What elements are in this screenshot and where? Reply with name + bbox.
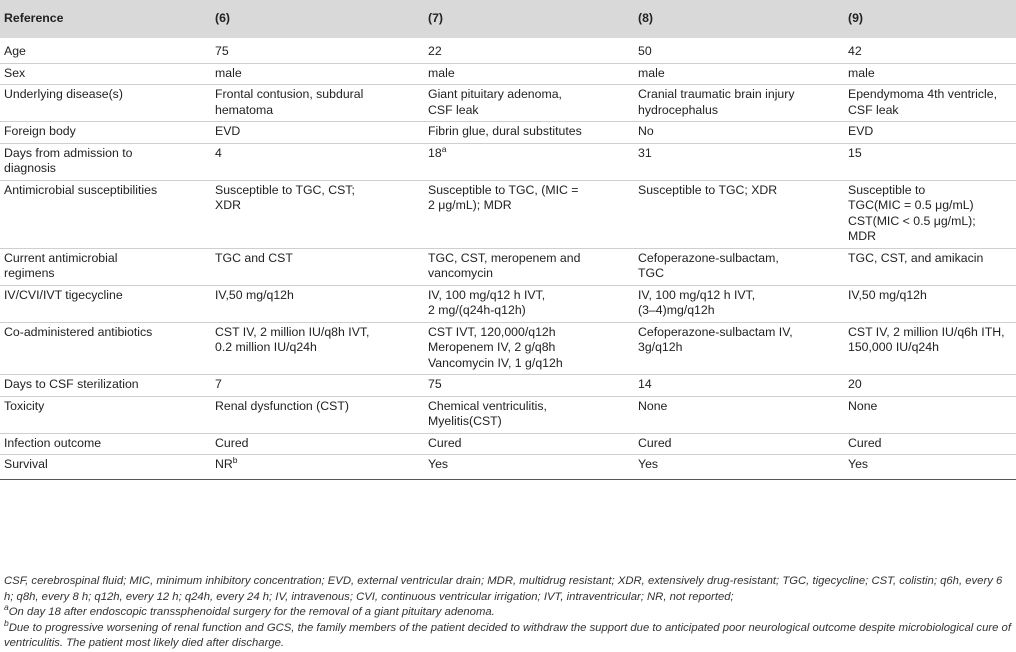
cell-text: Susceptible to TGC, (MIC = [428,182,579,197]
table-cell [844,122,1016,144]
cell-line [848,214,1012,230]
row-label [0,375,211,397]
table-cell [424,375,634,397]
cell-text: CST(MIC < 0.5 μg/mL); [848,213,976,228]
table-cell [211,375,424,397]
cell-text: male [638,65,665,80]
cell-text: NR [215,457,233,471]
row-label-line: Infection outcome [4,435,102,450]
table-cell [424,396,634,433]
cell-line [215,103,420,119]
row-label-line: Age [4,44,26,58]
row-label [0,248,211,285]
cell-text: 18 [428,145,442,160]
header-ref-2: (7) [424,0,634,38]
cell-line [638,44,840,60]
cell-line [848,198,1012,214]
table-row [0,63,1016,85]
table-row [0,248,1016,285]
cell-text: male [428,65,455,80]
cell-text: Frontal contusion, subdural [215,87,364,101]
cell-text: Giant pituitary adenoma, [428,87,562,101]
row-label [0,38,211,63]
table-cell [844,455,1016,480]
cell-text: 150,000 IU/q24h [848,340,939,354]
superscript-a: a [441,143,447,154]
cell-line [848,377,1012,393]
cell-text: hematoma [215,102,274,117]
header-ref-4: (9) [844,0,1016,38]
table-cell [634,143,844,180]
row-label [0,285,211,322]
cell-line [428,66,630,82]
cell-text: 50 [638,44,652,58]
table-cell [211,143,424,180]
cell-line [848,44,1012,60]
row-label [0,143,211,180]
cell-text: Cefoperazone-sulbactam IV, [638,324,793,339]
cell-text: Renal dysfunction (CST) [215,398,349,413]
cell-text: None [638,398,668,413]
table-cell [424,285,634,322]
table-cell [844,143,1016,180]
table-row [0,322,1016,375]
table-cell [634,322,844,375]
cell-line [215,44,420,60]
row-label [0,180,211,248]
cell-text: CSF leak [428,102,479,117]
table-cell [844,38,1016,63]
row-label-line: Co-administered antibiotics [4,324,153,339]
cell-line [638,340,840,356]
table-cell [211,455,424,480]
cell-text: (3–4)mg/q12h [638,303,715,317]
table-cell [211,433,424,455]
cell-line [428,251,630,267]
cell-text: 14 [638,377,652,391]
table-cell [211,180,424,248]
table-row [0,180,1016,248]
cell-text: hydrocephalus [638,102,718,117]
table-cell [211,248,424,285]
footnote-b-text: Due to progressive worsening of renal function and GCS, the family members of the patient decided to withdraw the support due to anticipated poor neurological outcome despite microbiological cure of ventriculitis. The patient most likely died after discharge. [4,621,1011,650]
cell-line [428,143,630,162]
table-cell [424,122,634,144]
table-row [0,122,1016,144]
table-cell [424,63,634,85]
cell-line [428,325,630,341]
table-cell [634,433,844,455]
header-ref-1: (6) [211,0,424,38]
table-cell [634,455,844,480]
cell-line [638,183,840,199]
cell-text: CSF leak [848,102,899,117]
cell-line [428,266,630,282]
row-label [0,433,211,455]
cell-line [215,124,420,140]
table-row [0,433,1016,455]
cell-line [848,146,1012,162]
cell-line [215,146,420,162]
cell-line [848,288,1012,304]
cell-text: 31 [638,145,652,160]
table-cell [211,396,424,433]
cell-line [638,124,840,140]
cell-text: None [848,398,878,413]
superscript-b: b [232,454,238,465]
cell-line [428,44,630,60]
row-label-line: regimens [4,266,55,280]
table-cell [844,322,1016,375]
cell-text: CST IV, 2 million IU/q6h ITH, [848,324,1005,339]
table-cell [211,122,424,144]
cell-line [638,457,840,473]
cell-text: Yes [638,457,659,471]
cell-line [428,87,630,103]
cell-text: 0.2 million IU/q24h [215,340,317,354]
cell-text: No [638,124,654,138]
cell-line [215,87,420,103]
cell-text: Ependymoma 4th ventricle, [848,87,998,101]
cell-text: Cured [428,435,462,450]
header-reference: Reference [0,0,211,38]
table-cell [211,285,424,322]
cell-text: CST IVT, 120,000/q12h [428,324,556,339]
cell-line [215,198,420,214]
cell-line [428,436,630,452]
table-cell [424,248,634,285]
row-label-line: IV/CVI/IVT tigecycline [4,287,123,302]
cell-line [848,325,1012,341]
footnote-a-text: On day 18 after endoscopic transsphenoidal surgery for the removal of a giant pituitary adenoma. [8,606,495,619]
footnote-b-mark: b [4,618,9,629]
cell-line [848,66,1012,82]
table-cell [634,85,844,122]
cell-line [428,377,630,393]
cell-line [848,229,1012,245]
cell-text: IV, 100 mg/q12 h IVT, [428,287,546,302]
table-row [0,375,1016,397]
cell-line [638,251,840,267]
cell-text: Vancomycin IV, 1 g/q12h [428,355,563,370]
cell-text: Chemical ventriculitis, [428,398,547,413]
cell-text: Meropenem IV, 2 g/q8h [428,340,556,354]
row-label-line: Days from admission to [4,145,133,160]
table-row [0,85,1016,122]
cell-text: Cured [215,435,249,450]
cell-line [848,251,1012,267]
cell-line [215,66,420,82]
cell-text: 3g/q12h [638,340,683,354]
cell-text: 20 [848,377,862,391]
cell-text: Susceptible to [848,182,926,197]
cell-text: TGC [638,266,664,280]
table-cell [634,38,844,63]
table-cell [634,63,844,85]
cell-line [428,288,630,304]
table-row [0,455,1016,480]
cell-text: EVD [848,124,874,138]
cell-text: Cefoperazone-sulbactam, [638,250,779,265]
cell-line [848,87,1012,103]
cell-line [638,103,840,119]
cell-line [638,146,840,162]
table-cell [424,322,634,375]
cell-text: 7 [215,377,222,391]
cell-text: XDR [215,198,241,212]
table-cell [211,85,424,122]
cell-text: TGC, CST, and amikacin [848,250,984,265]
row-label [0,322,211,375]
table-cell [424,433,634,455]
cell-text: Cured [638,435,672,450]
table-cell [844,396,1016,433]
cell-text: male [215,65,242,80]
cell-text: Cranial traumatic brain injury [638,87,795,101]
row-label-line: Toxicity [4,398,45,413]
row-label [0,396,211,433]
footnote-abbreviations: CSF, cerebrospinal fluid; MIC, minimum inhibitory concentration; EVD, external ventricular drain; MDR, multidrug resistant; XDR, extensively drug-resistant; TGC, tigecycline; CST, colistin; q6h, every 6 h; q8h, every 8 h; q12h, every 12 h; q24h, every 24 h; IV, intravenous; CVI, continuous ventricular irrigation; IVT, intraventricular; NR, not reported; [4,575,1003,603]
cell-line [428,198,630,214]
cell-line [215,340,420,356]
row-label-line: Current antimicrobial [4,250,118,265]
table-cell [844,375,1016,397]
table-cell [424,180,634,248]
cell-line [638,303,840,319]
row-label-line: Days to CSF sterilization [4,377,139,391]
cell-text: 22 [428,44,442,58]
cell-text: IV, 100 mg/q12 h IVT, [638,287,756,302]
table-row [0,38,1016,63]
cell-line [215,436,420,452]
cell-text: CST IV, 2 million IU/q8h IVT, [215,324,370,339]
table-cell [424,38,634,63]
row-label [0,85,211,122]
table-footnotes [4,574,1012,652]
cell-text: Fibrin glue, dural substitutes [428,124,582,138]
cell-line [638,377,840,393]
table-row [0,396,1016,433]
table-cell [844,63,1016,85]
cell-text: IV,50 mg/q12h [215,287,294,302]
header-row [0,0,1016,38]
table-cell [844,180,1016,248]
cell-line [638,66,840,82]
cell-line [428,399,630,415]
table-cell [634,180,844,248]
table-cell [844,85,1016,122]
cell-text: Susceptible to TGC, CST; [215,182,355,197]
table-cell [424,143,634,180]
cell-line [638,87,840,103]
cell-line [215,454,420,473]
row-label-line: Survival [4,457,48,471]
row-label [0,455,211,480]
cell-text: Susceptible to TGC; XDR [638,182,778,197]
table-cell [634,285,844,322]
cell-line [428,303,630,319]
cell-line [848,103,1012,119]
table-cell [634,122,844,144]
footnote-a-mark: a [4,602,9,613]
cell-line [215,325,420,341]
cell-text: EVD [215,124,241,138]
header-ref-3: (8) [634,0,844,38]
cell-text: 15 [848,145,862,160]
cell-line [848,399,1012,415]
footnote-a [4,602,1012,621]
table-cell [844,285,1016,322]
cell-text: TGC(MIC = 0.5 μg/mL) [848,198,974,212]
row-label-line: diagnosis [4,161,56,175]
table-row [0,143,1016,180]
cell-line [428,414,630,430]
cell-line [848,340,1012,356]
table-cell [211,322,424,375]
cell-line [215,399,420,415]
cell-line [428,124,630,140]
cell-text: Yes [848,457,869,471]
cell-text: male [848,65,875,80]
table-cell [424,85,634,122]
cell-text: Cured [848,435,882,450]
cell-line [638,325,840,341]
cell-line [428,356,630,372]
cell-text: 2 mg/(q24h-q12h) [428,303,526,317]
cell-line [638,399,840,415]
cell-line [848,124,1012,140]
cell-line [428,103,630,119]
cell-text: MDR [848,229,877,243]
table-cell [424,455,634,480]
row-label-line: Antimicrobial susceptibilities [4,182,158,197]
cell-text: TGC, CST, meropenem and [428,250,581,265]
cell-text: 4 [215,145,222,160]
cell-line [215,183,420,199]
table-cell [211,38,424,63]
cell-line [215,288,420,304]
cell-text: 75 [428,377,442,391]
table-body [0,38,1016,479]
table-cell [634,396,844,433]
cell-line [848,436,1012,452]
cell-line [215,251,420,267]
cell-text: vancomycin [428,266,493,280]
cell-text: 75 [215,44,229,58]
row-label-line: Foreign body [4,124,76,138]
cell-text: TGC and CST [215,250,293,265]
table-cell [844,248,1016,285]
cell-line [215,377,420,393]
cell-text: Yes [428,457,449,471]
table-row [0,285,1016,322]
cell-line [638,266,840,282]
cell-line [638,288,840,304]
cell-text: 42 [848,44,862,58]
table-cell [634,375,844,397]
cell-line [848,457,1012,473]
cell-line [428,340,630,356]
cell-line [428,457,630,473]
cell-text: 2 μg/mL); MDR [428,198,512,212]
footnote-b [4,618,1012,652]
table-cell [634,248,844,285]
table-cell [211,63,424,85]
cell-line [638,436,840,452]
row-label [0,63,211,85]
row-label-line: Sex [4,65,26,80]
cell-line [428,183,630,199]
row-label-line: Underlying disease(s) [4,87,123,101]
cell-line [848,183,1012,199]
row-label [0,122,211,144]
cell-text: IV,50 mg/q12h [848,287,927,302]
table-cell [844,433,1016,455]
cell-text: Myelitis(CST) [428,414,502,428]
